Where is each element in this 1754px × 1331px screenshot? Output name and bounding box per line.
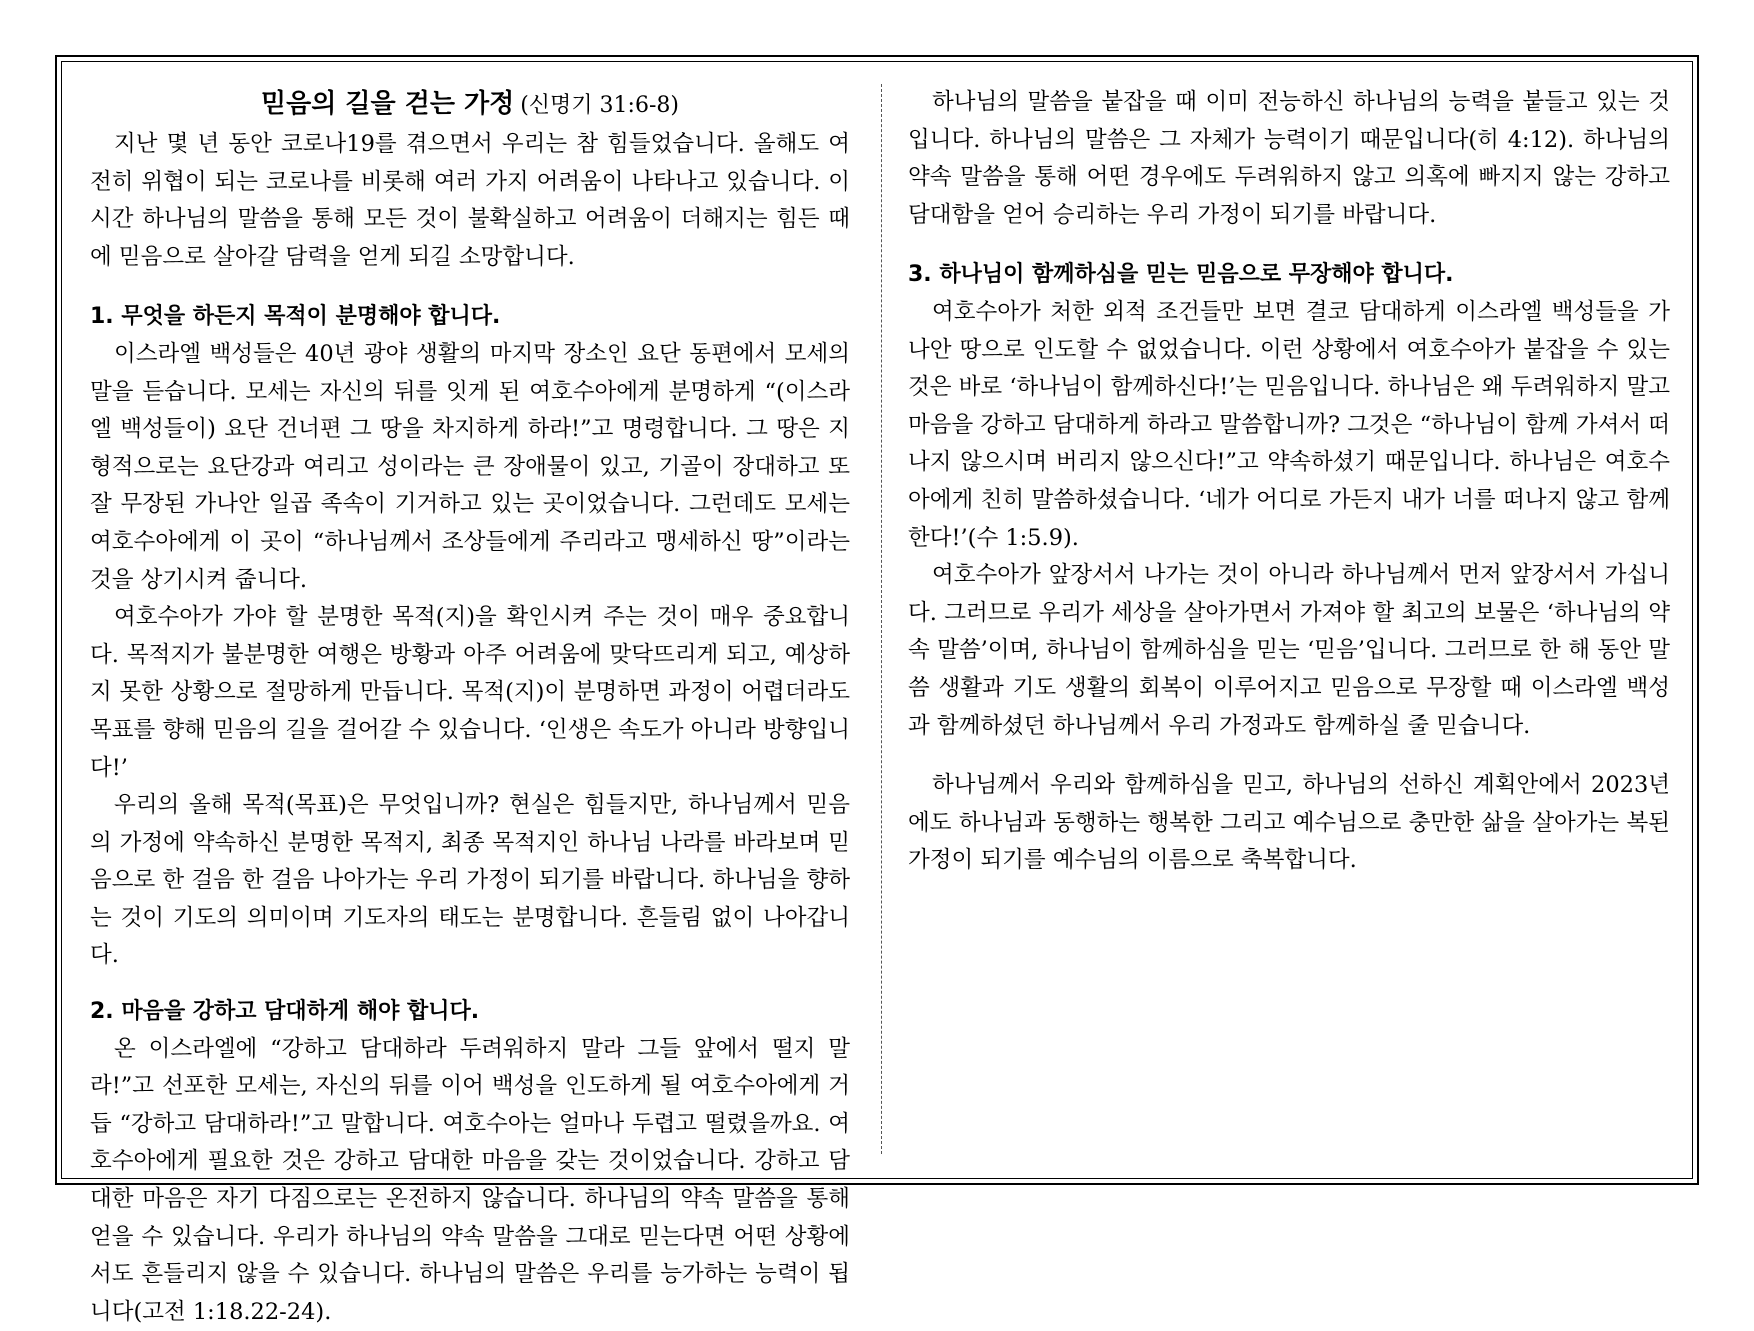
section3-heading: 3. 하나님이 함께하심을 믿는 믿음으로 무장해야 합니다. <box>908 262 1454 288</box>
title-reference: (신명기 31:6-8) <box>520 93 679 118</box>
section1-paragraph: 이스라엘 백성들은 40년 광야 생활의 마지막 장소인 요단 동편에서 모세의 말을 듣습니다. 모세는 자신의 뒤를 잇게 된 여호수아에게 분명하게 “(이스라엘 백성들이) 요단 건너편 그 땅을 차지하게 하라!”고 명령합니다. 그 땅은 지형적으로는 요단강과 여리고 성이라는 큰 장애물이 있고, 기골이 장대하고 또 잘 무장된 가나안 일곱 족속이 기거하고 있는 곳이었습니다. 그런데도 모세는 여호수아에게 이 곳이 “하나님께서 조상들에게 주리라고 맹세하신 땅”이라는 것을 상기시켜 줍니다. <box>90 340 850 593</box>
section1-heading: 1. 무엇을 하든지 목적이 분명해야 합니다. <box>90 304 501 330</box>
section1-paragraph: 여호수아가 가야 할 분명한 목적(지)을 확인시켜 주는 것이 매우 중요합니다. 목적지가 불분명한 여행은 방황과 아주 어려움에 맞닥뜨리게 되고, 예상하지 못한 상황으로 절망하게 만듭니다. 목적(지)이 분명하면 과정이 어렵더라도 목표를 향해 믿음의 길을 걸어갈 수 있습니다. ‘인생은 속도가 아니라 방향입니다!’ <box>90 604 850 781</box>
section2-heading: 2. 마음을 강하고 담대하게 해야 합니다. <box>90 999 480 1025</box>
section3-paragraph: 여호수아가 앞장서서 나가는 것이 아니라 하나님께서 먼저 앞장서서 가십니다. 그러므로 우리가 세상을 살아가면서 가져야 할 최고의 보물은 ‘하나님의 약속 말씀’이며, 하나님이 함께하심을 믿는 ‘믿음’입니다. 그러므로 한 해 동안 말씀 생활과 기도 생활의 회복이 이루어지고 믿음으로 무장할 때 이스라엘 백성과 함께하셨던 하나님께서 우리 가정과도 함께하실 줄 믿습니다. <box>908 562 1670 739</box>
column-divider <box>881 84 882 1154</box>
right-column <box>908 84 1670 880</box>
title-main: 믿음의 길을 걷는 가정 <box>261 89 515 119</box>
section1-paragraph: 우리의 올해 목적(목표)은 무엇입니까? 현실은 힘들지만, 하나님께서 믿음의 가정에 약속하신 분명한 목적지, 최종 목적지인 하나님 나라를 바라보며 믿음으로 한 걸음 한 걸음 나아가는 우리 가정이 되기를 바랍니다. 하나님을 향하는 것이 기도의 의미이며 기도자의 태도는 분명합니다. 흔들림 없이 나아갑니다. <box>90 792 850 969</box>
left-column <box>90 84 850 1331</box>
section3-paragraph: 여호수아가 처한 외적 조건들만 보면 결코 담대하게 이스라엘 백성들을 가나안 땅으로 인도할 수 없었습니다. 이런 상황에서 여호수아가 붙잡을 수 있는 것은 바로 ‘하나님이 함께하신다!’는 믿음입니다. 하나님은 왜 두려워하지 말고 마음을 강하고 담대하게 하라고 말씀합니까? 그것은 “하나님이 함께 가셔서 떠나지 않으시며 버리지 않으신다!”고 약속하셨기 때문입니다. 하나님은 여호수아에게 친히 말씀하셨습니다. ‘네가 어디로 가든지 내가 너를 떠나지 않고 함께 한다!’(수 1:5.9). <box>908 298 1670 551</box>
section2-paragraph: 온 이스라엘에 “강하고 담대하라 두려워하지 말라 그들 앞에서 떨지 말라!”고 선포한 모세는, 자신의 뒤를 이어 백성을 인도하게 될 여호수아에게 거듭 “강하고 담대하라!”고 말합니다. 여호수아는 얼마나 두렵고 떨렸을까요. 여호수아에게 필요한 것은 강하고 담대한 마음을 갖는 것이었습니다. 강하고 담대한 마음은 자기 다짐으로는 온전하지 않습니다. 하나님의 약속 말씀을 통해 얻을 수 있습니다. 우리가 하나님의 약속 말씀을 그대로 믿는다면 어떤 상황에서도 흔들리지 않을 수 있습니다. 하나님의 말씀은 우리를 능가하는 능력이 됩니다(고전 1:18.22-24). <box>90 1035 850 1325</box>
section2-paragraph: 하나님의 말씀을 붙잡을 때 이미 전능하신 하나님의 능력을 붙들고 있는 것입니다. 하나님의 말씀은 그 자체가 능력이기 때문입니다(히 4:12). 하나님의 약속 말씀을 통해 어떤 경우에도 두려워하지 않고 의혹에 빠지지 않는 강하고 담대함을 얻어 승리하는 우리 가정이 되기를 바랍니다. <box>908 89 1670 228</box>
closing-paragraph: 하나님께서 우리와 함께하심을 믿고, 하나님의 선하신 계획안에서 2023년에도 하나님과 동행하는 행복한 그리고 예수님으로 충만한 삶을 살아가는 복된 가정이 되기를 예수님의 이름으로 축복합니다. <box>908 772 1670 874</box>
intro-paragraph: 지난 몇 년 동안 코로나19를 겪으면서 우리는 참 힘들었습니다. 올해도 여전히 위협이 되는 코로나를 비롯해 여러 가지 어려움이 나타나고 있습니다. 이 시간 하나님의 말씀을 통해 모든 것이 불확실하고 어려움이 더해지는 힘든 때에 믿음으로 살아갈 담력을 얻게 되길 소망합니다. <box>90 131 850 270</box>
document-title <box>90 84 850 126</box>
